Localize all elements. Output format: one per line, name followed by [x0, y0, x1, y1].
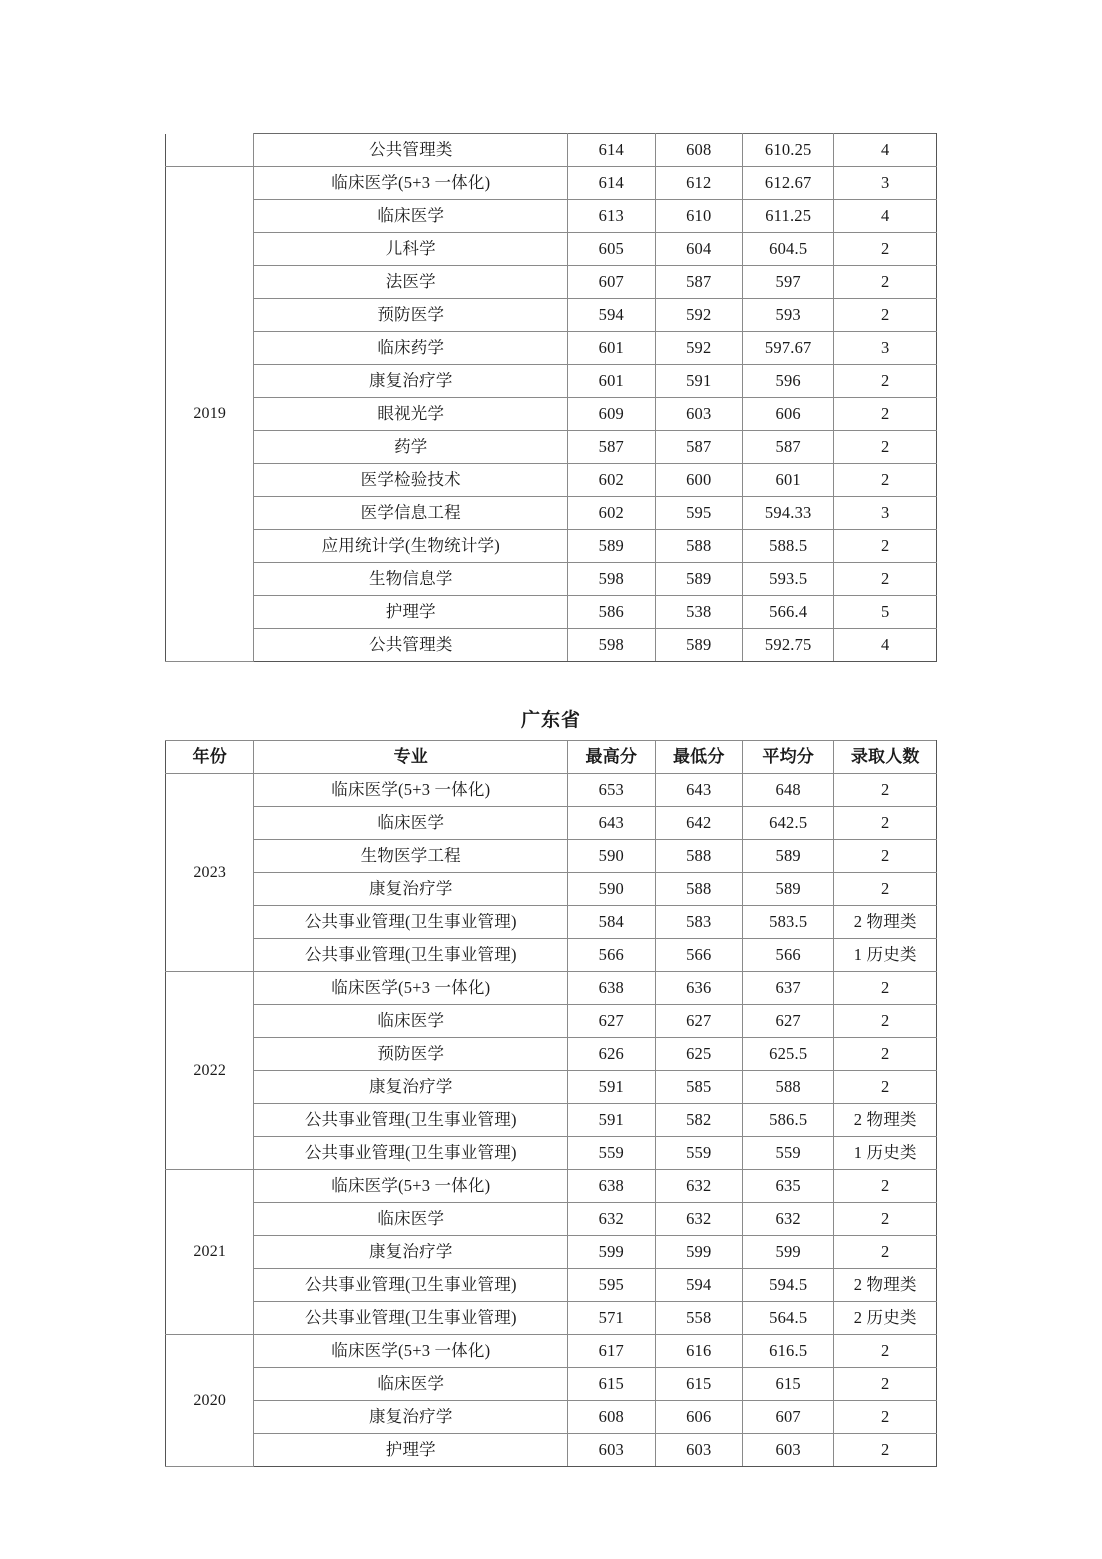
cell-max-score: 605 [568, 233, 655, 266]
table-row [166, 332, 937, 365]
cell-avg-score: 603 [742, 1434, 833, 1467]
cell-avg-score: 593 [742, 299, 833, 332]
cell-min-score: 594 [655, 1269, 742, 1302]
cell-major: 公共管理类 [254, 134, 568, 167]
cell-avg-score: 604.5 [742, 233, 833, 266]
cell-major: 医学信息工程 [254, 497, 568, 530]
cell-major: 康复治疗学 [254, 1401, 568, 1434]
cell-admitted-count: 2 [834, 840, 937, 873]
cell-major: 公共管理类 [254, 629, 568, 662]
cell-min-score: 627 [655, 1005, 742, 1038]
cell-min-score: 588 [655, 530, 742, 563]
cell-max-score: 595 [568, 1269, 655, 1302]
table-row [166, 464, 937, 497]
cell-max-score: 590 [568, 873, 655, 906]
cell-min-score: 608 [655, 134, 742, 167]
cell-min-score: 566 [655, 939, 742, 972]
cell-year: 2019 [166, 167, 254, 662]
cell-min-score: 583 [655, 906, 742, 939]
cell-min-score: 615 [655, 1368, 742, 1401]
cell-avg-score: 637 [742, 972, 833, 1005]
cell-admitted-count: 1 历史类 [834, 939, 937, 972]
cell-min-score: 592 [655, 299, 742, 332]
cell-admitted-count: 2 [834, 1203, 937, 1236]
cell-min-score: 632 [655, 1170, 742, 1203]
cell-major: 康复治疗学 [254, 873, 568, 906]
cell-admitted-count: 4 [834, 134, 937, 167]
cell-min-score: 612 [655, 167, 742, 200]
table-row [166, 1104, 937, 1137]
cell-avg-score: 648 [742, 774, 833, 807]
cell-major: 临床医学(5+3 一体化) [254, 972, 568, 1005]
cell-max-score: 598 [568, 629, 655, 662]
table-row [166, 233, 937, 266]
cell-major: 临床医学 [254, 1203, 568, 1236]
table-row [166, 1434, 937, 1467]
cell-min-score: 603 [655, 398, 742, 431]
cell-min-score: 610 [655, 200, 742, 233]
cell-max-score: 627 [568, 1005, 655, 1038]
header-major: 专业 [254, 741, 568, 774]
cell-max-score: 626 [568, 1038, 655, 1071]
cell-major: 康复治疗学 [254, 1236, 568, 1269]
cell-admitted-count: 2 [834, 299, 937, 332]
cell-min-score: 643 [655, 774, 742, 807]
cell-min-score: 591 [655, 365, 742, 398]
cell-avg-score: 601 [742, 464, 833, 497]
cell-avg-score: 625.5 [742, 1038, 833, 1071]
cell-avg-score: 594.33 [742, 497, 833, 530]
table-row [166, 1236, 937, 1269]
cell-avg-score: 588 [742, 1071, 833, 1104]
cell-max-score: 591 [568, 1071, 655, 1104]
table-row [166, 200, 937, 233]
cell-max-score: 601 [568, 332, 655, 365]
cell-max-score: 599 [568, 1236, 655, 1269]
cell-avg-score: 592.75 [742, 629, 833, 662]
table-row [166, 1071, 937, 1104]
cell-major: 公共事业管理(卫生事业管理) [254, 1137, 568, 1170]
cell-admitted-count: 2 [834, 464, 937, 497]
cell-avg-score: 564.5 [742, 1302, 833, 1335]
cell-max-score: 615 [568, 1368, 655, 1401]
cell-max-score: 602 [568, 464, 655, 497]
cell-max-score: 598 [568, 563, 655, 596]
header-min-score: 最低分 [655, 741, 742, 774]
cell-major: 应用统计学(生物统计学) [254, 530, 568, 563]
cell-major: 临床医学 [254, 1005, 568, 1038]
cell-admitted-count: 2 物理类 [834, 1269, 937, 1302]
cell-major: 公共事业管理(卫生事业管理) [254, 1269, 568, 1302]
cell-min-score: 589 [655, 629, 742, 662]
table-row [166, 1368, 937, 1401]
cell-major: 生物医学工程 [254, 840, 568, 873]
cell-admitted-count: 2 [834, 365, 937, 398]
cell-avg-score: 583.5 [742, 906, 833, 939]
table-row [166, 1269, 937, 1302]
cell-admitted-count: 2 [834, 233, 937, 266]
cell-max-score: 613 [568, 200, 655, 233]
table-row [166, 840, 937, 873]
cell-admitted-count: 2 [834, 1401, 937, 1434]
cell-major: 康复治疗学 [254, 365, 568, 398]
cell-major: 医学检验技术 [254, 464, 568, 497]
cell-admitted-count: 3 [834, 497, 937, 530]
cell-major: 康复治疗学 [254, 1071, 568, 1104]
cell-year: 2020 [166, 1335, 254, 1467]
cell-admitted-count: 2 [834, 1005, 937, 1038]
cell-max-score: 603 [568, 1434, 655, 1467]
table-row [166, 629, 937, 662]
table-row [166, 596, 937, 629]
cell-max-score: 632 [568, 1203, 655, 1236]
cell-avg-score: 566 [742, 939, 833, 972]
cell-max-score: 589 [568, 530, 655, 563]
cell-major: 临床医学 [254, 807, 568, 840]
cell-admitted-count: 2 [834, 530, 937, 563]
cell-min-score: 587 [655, 431, 742, 464]
cell-major: 临床医学(5+3 一体化) [254, 1170, 568, 1203]
table-row [166, 1335, 937, 1368]
table-row [166, 431, 937, 464]
table-row [166, 563, 937, 596]
cell-major: 生物信息学 [254, 563, 568, 596]
cell-admitted-count: 2 [834, 398, 937, 431]
cell-min-score: 625 [655, 1038, 742, 1071]
cell-avg-score: 632 [742, 1203, 833, 1236]
continued-score-table-container [165, 133, 937, 662]
cell-major: 临床医学 [254, 1368, 568, 1401]
cell-major: 临床医学(5+3 一体化) [254, 1335, 568, 1368]
cell-max-score: 586 [568, 596, 655, 629]
table-row [166, 167, 937, 200]
cell-major: 法医学 [254, 266, 568, 299]
cell-admitted-count: 2 [834, 1335, 937, 1368]
table-row [166, 1401, 937, 1434]
cell-max-score: 617 [568, 1335, 655, 1368]
cell-max-score: 602 [568, 497, 655, 530]
cell-max-score: 594 [568, 299, 655, 332]
cell-max-score: 607 [568, 266, 655, 299]
header-avg-score: 平均分 [742, 741, 833, 774]
cell-avg-score: 586.5 [742, 1104, 833, 1137]
cell-major: 公共事业管理(卫生事业管理) [254, 1302, 568, 1335]
cell-admitted-count: 2 [834, 1236, 937, 1269]
cell-major: 护理学 [254, 1434, 568, 1467]
header-admitted-count: 录取人数 [834, 741, 937, 774]
cell-avg-score: 615 [742, 1368, 833, 1401]
table-row [166, 530, 937, 563]
cell-year: 2021 [166, 1170, 254, 1335]
table-row [166, 774, 937, 807]
header-max-score: 最高分 [568, 741, 655, 774]
cell-min-score: 559 [655, 1137, 742, 1170]
table-row [166, 939, 937, 972]
cell-avg-score: 594.5 [742, 1269, 833, 1302]
cell-avg-score: 635 [742, 1170, 833, 1203]
cell-admitted-count: 2 [834, 873, 937, 906]
table-row [166, 365, 937, 398]
cell-max-score: 614 [568, 134, 655, 167]
cell-major: 公共事业管理(卫生事业管理) [254, 1104, 568, 1137]
cell-min-score: 582 [655, 1104, 742, 1137]
cell-major: 儿科学 [254, 233, 568, 266]
guangdong-score-table-container [165, 740, 937, 1467]
table-row [166, 1203, 937, 1236]
table-row [166, 972, 937, 1005]
cell-major: 临床医学 [254, 200, 568, 233]
cell-max-score: 608 [568, 1401, 655, 1434]
cell-admitted-count: 2 [834, 431, 937, 464]
cell-min-score: 589 [655, 563, 742, 596]
table-row [166, 134, 937, 167]
cell-max-score: 638 [568, 972, 655, 1005]
cell-avg-score: 597 [742, 266, 833, 299]
cell-admitted-count: 3 [834, 332, 937, 365]
table-row [166, 1038, 937, 1071]
cell-avg-score: 611.25 [742, 200, 833, 233]
cell-min-score: 632 [655, 1203, 742, 1236]
cell-avg-score: 627 [742, 1005, 833, 1038]
cell-admitted-count: 2 物理类 [834, 1104, 937, 1137]
table-row [166, 497, 937, 530]
cell-year: 2022 [166, 972, 254, 1170]
table-row [166, 299, 937, 332]
cell-min-score: 558 [655, 1302, 742, 1335]
cell-min-score: 600 [655, 464, 742, 497]
cell-admitted-count: 2 [834, 1071, 937, 1104]
cell-year: 2023 [166, 774, 254, 972]
cell-admitted-count: 2 历史类 [834, 1302, 937, 1335]
section-title-guangdong: 广东省 [520, 710, 581, 731]
cell-max-score: 614 [568, 167, 655, 200]
cell-avg-score: 642.5 [742, 807, 833, 840]
cell-min-score: 642 [655, 807, 742, 840]
cell-min-score: 585 [655, 1071, 742, 1104]
cell-max-score: 653 [568, 774, 655, 807]
cell-major: 预防医学 [254, 299, 568, 332]
cell-admitted-count: 2 [834, 563, 937, 596]
cell-min-score: 587 [655, 266, 742, 299]
cell-admitted-count: 2 [834, 774, 937, 807]
cell-avg-score: 606 [742, 398, 833, 431]
cell-avg-score: 610.25 [742, 134, 833, 167]
cell-admitted-count: 2 物理类 [834, 906, 937, 939]
cell-admitted-count: 2 [834, 266, 937, 299]
cell-max-score: 591 [568, 1104, 655, 1137]
cell-min-score: 606 [655, 1401, 742, 1434]
cell-major: 药学 [254, 431, 568, 464]
cell-avg-score: 596 [742, 365, 833, 398]
cell-avg-score: 559 [742, 1137, 833, 1170]
cell-min-score: 538 [655, 596, 742, 629]
guangdong-score-table [165, 740, 937, 1467]
cell-major: 临床医学(5+3 一体化) [254, 774, 568, 807]
cell-admitted-count: 2 [834, 1038, 937, 1071]
cell-admitted-count: 4 [834, 200, 937, 233]
cell-avg-score: 589 [742, 873, 833, 906]
table-row [166, 1302, 937, 1335]
cell-year-continued [166, 134, 254, 167]
cell-major: 公共事业管理(卫生事业管理) [254, 906, 568, 939]
cell-admitted-count: 2 [834, 807, 937, 840]
cell-min-score: 636 [655, 972, 742, 1005]
cell-avg-score: 607 [742, 1401, 833, 1434]
header-year: 年份 [166, 741, 254, 774]
cell-avg-score: 566.4 [742, 596, 833, 629]
table-row [166, 266, 937, 299]
cell-min-score: 616 [655, 1335, 742, 1368]
cell-max-score: 601 [568, 365, 655, 398]
cell-min-score: 592 [655, 332, 742, 365]
cell-avg-score: 612.67 [742, 167, 833, 200]
cell-admitted-count: 1 历史类 [834, 1137, 937, 1170]
cell-admitted-count: 4 [834, 629, 937, 662]
cell-max-score: 590 [568, 840, 655, 873]
cell-max-score: 571 [568, 1302, 655, 1335]
cell-major: 护理学 [254, 596, 568, 629]
continued-score-table [165, 133, 937, 662]
cell-major: 眼视光学 [254, 398, 568, 431]
cell-avg-score: 588.5 [742, 530, 833, 563]
cell-admitted-count: 2 [834, 1434, 937, 1467]
table-row [166, 906, 937, 939]
table-row [166, 1005, 937, 1038]
table-row [166, 398, 937, 431]
cell-avg-score: 616.5 [742, 1335, 833, 1368]
cell-max-score: 638 [568, 1170, 655, 1203]
cell-major: 临床医学(5+3 一体化) [254, 167, 568, 200]
cell-avg-score: 599 [742, 1236, 833, 1269]
cell-min-score: 588 [655, 873, 742, 906]
cell-max-score: 559 [568, 1137, 655, 1170]
table-row [166, 873, 937, 906]
cell-min-score: 588 [655, 840, 742, 873]
table-row [166, 807, 937, 840]
cell-major: 预防医学 [254, 1038, 568, 1071]
cell-min-score: 603 [655, 1434, 742, 1467]
cell-min-score: 599 [655, 1236, 742, 1269]
table-row [166, 1137, 937, 1170]
table-row [166, 1170, 937, 1203]
cell-max-score: 587 [568, 431, 655, 464]
cell-max-score: 609 [568, 398, 655, 431]
cell-max-score: 643 [568, 807, 655, 840]
cell-admitted-count: 2 [834, 972, 937, 1005]
cell-min-score: 604 [655, 233, 742, 266]
cell-admitted-count: 3 [834, 167, 937, 200]
cell-major: 临床药学 [254, 332, 568, 365]
cell-major: 公共事业管理(卫生事业管理) [254, 939, 568, 972]
cell-avg-score: 593.5 [742, 563, 833, 596]
cell-avg-score: 597.67 [742, 332, 833, 365]
table-header-row [166, 741, 937, 774]
cell-max-score: 566 [568, 939, 655, 972]
cell-min-score: 595 [655, 497, 742, 530]
cell-admitted-count: 2 [834, 1368, 937, 1401]
cell-max-score: 584 [568, 906, 655, 939]
cell-avg-score: 587 [742, 431, 833, 464]
cell-admitted-count: 5 [834, 596, 937, 629]
cell-admitted-count: 2 [834, 1170, 937, 1203]
cell-avg-score: 589 [742, 840, 833, 873]
